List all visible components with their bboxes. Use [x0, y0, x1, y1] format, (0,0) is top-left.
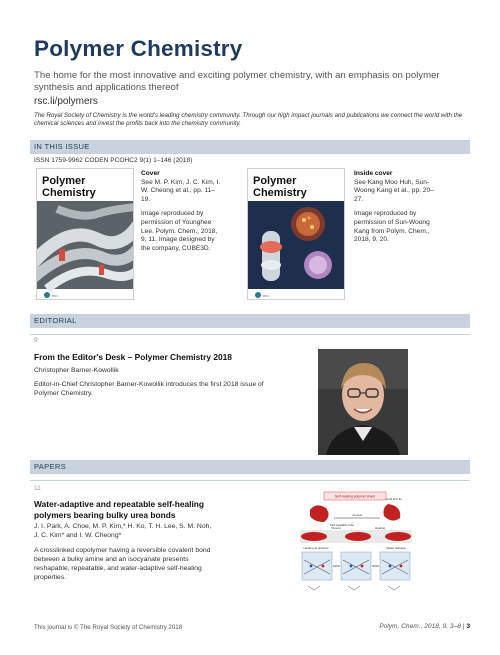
footer-page-number: 3	[466, 623, 470, 630]
paper-title[interactable]	[34, 499, 274, 520]
editorial-author: Christopher Barner-Kowollik	[34, 367, 119, 374]
paper-abstract-line4: properties.	[34, 574, 67, 581]
inside-cover-credit: Image reproduced by permission of Sun-Woong Kang from Polym. Chem., 2018, 9, 20.	[354, 210, 430, 244]
journal-title: Polymer Chemistry	[34, 36, 243, 61]
paper-authors-line1: J. I. Park, A. Choe, M. P. Kim,* H. Ko, T. H. Lee, S. M. Noh,	[34, 523, 212, 530]
scheme-label-healing: Healing	[374, 526, 386, 530]
paper-title-line1: Water-adaptive and repeatable self-healing	[34, 499, 205, 509]
journal-tagline: The home for the most innovative and exciting polymer chemistry, with an emphasis on polymer synthesis and applications thereof	[34, 70, 440, 93]
paper-abstract	[34, 546, 210, 582]
editorial-divider	[30, 334, 470, 335]
paper-title-line2: polymers bearing bulky urea bonds	[34, 509, 176, 520]
svg-text:RSC: RSC	[263, 294, 270, 298]
svg-text:RSC: RSC	[52, 294, 59, 298]
footer-copyright: This journal is © The Royal Society of Chemistry 2018	[34, 624, 183, 631]
cover-authors: See M. P. Kim, J. C. Kim, I. W. Cheong et al., pp. 11–19.	[141, 178, 221, 203]
footer-citation: Polym. Chem., 2018, 9, 3–8	[379, 623, 461, 630]
journal-url[interactable]: rsc.li/polymers	[34, 96, 98, 107]
scheme-label-top: Self-healing polymer sheet	[334, 494, 376, 499]
paper-page-number: 11	[34, 485, 41, 492]
cover-masthead-line2: Chemistry	[42, 187, 96, 199]
inside-cover-masthead-line2: Chemistry	[253, 187, 307, 199]
scheme-label-reshape: Self-healable tube	[329, 523, 355, 527]
inside-cover-heading: Inside cover	[354, 170, 393, 177]
scheme-label-water: Water leakage	[386, 546, 406, 550]
cover-credit: Image reproduced by permission of Younghee Lee. Polym. Chem., 2018, 9, 11. Image designed by the company, CUBE3D.	[141, 210, 218, 252]
scheme-label-anneal: Anneal	[352, 513, 362, 517]
papers-divider	[30, 480, 470, 481]
paper-authors	[34, 522, 211, 540]
editorial-title[interactable]: From the Editor's Desk – Polymer Chemistry 2018	[34, 352, 232, 362]
footer-separator: |	[462, 623, 465, 630]
rsc-note: The Royal Society of Chemistry is the world's leading chemistry community. Through our high impact journals and publications we connect the world with the chemical sciences and invest the profits back into the chemistry community.	[34, 112, 463, 127]
editorial-abstract: Editor-in-Chief Christopher Barner-Kowollik introduces the first 2018 issue of Polymer Chemistry.	[34, 381, 264, 397]
inside-cover-authors: See Kang Moo Huh, Sun-Woong Kang et al., pp. 20–27.	[354, 178, 434, 203]
scheme-label-wound: Wound	[331, 526, 341, 530]
editor-photo	[318, 349, 408, 455]
paper-abstract-line2: between a bulky amine and an isocyanate presents	[34, 556, 189, 563]
issn-line: ISSN 1759-9962 CODEN PCOHC2 9(1) 1–146 (2018)	[34, 157, 193, 164]
scheme-label-ambient: Healing at ambient	[303, 546, 329, 550]
paper-abstract-line1: A crosslinked copolymer having a reversible covalent bond	[34, 547, 211, 554]
section-papers: PAPERS	[30, 460, 470, 474]
inside-cover-image[interactable]	[247, 168, 345, 300]
section-editorial: EDITORIAL	[30, 314, 470, 328]
graphical-abstract	[296, 490, 416, 594]
paper-abstract-line3: reshapable, repeatable, and water-adaptive self-healing	[34, 565, 202, 572]
cover-image[interactable]	[36, 168, 134, 300]
footer-citation-block	[379, 623, 470, 630]
cover-text	[141, 170, 223, 253]
inside-cover-text	[354, 170, 436, 245]
section-in-this-issue: IN THIS ISSUE	[30, 140, 470, 154]
cover-masthead-line1: Polymer	[42, 175, 86, 187]
paper-authors-line2: J. C. Kim* and I. W. Cheong*	[34, 532, 122, 539]
editorial-page-number: 9	[34, 337, 38, 344]
scheme-label-fold: Fold and fix	[386, 497, 402, 501]
inside-cover-masthead-line1: Polymer	[253, 175, 297, 187]
cover-heading: Cover	[141, 170, 160, 177]
